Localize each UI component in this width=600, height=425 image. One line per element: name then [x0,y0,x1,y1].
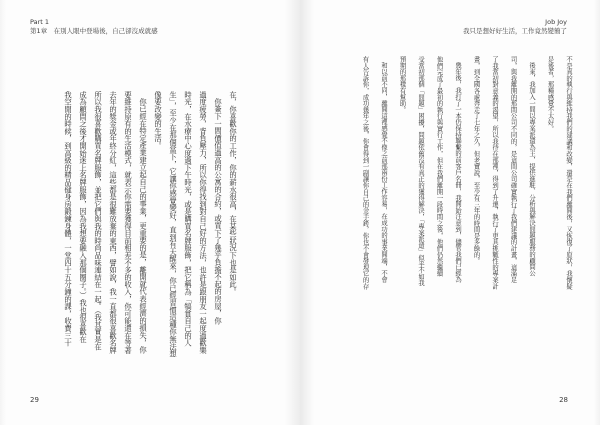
text-column: 我空閒的時候，到高級的精品健身房鍛鍊身體，一堂四十五分鐘的課，收費三十 [64,91,73,347]
text-column: 不是真的執行與維持我們的建議和改變，還是在我們離開後，又恢復了原狀，我懷疑 [565,56,572,290]
chapter-title: 第1章 在別人眼中登場後，自己卻沒成就感 [30,27,158,35]
text-column: 生」，至少在那個當下，它讓你感覺變好，直到有天醒來，你已經習慣這種你無法想 [169,91,178,358]
text-column: 有人告訴你，成功幾年之後，你會得到一副讓你自己的金手銬，你也不會發現它的存 [361,56,369,290]
text-column: 要維持原有的生活模式，就表示你需要獲得目前相差不多的收入，你可能還在等著 [124,91,133,354]
text-column: 是後者，那種感覺不太好。 [546,56,554,132]
text-column: 幾年後，我打了一本仍保持聯繫的前客戶名冊，我開始注意到，儘管我們已經為 [454,62,461,283]
text-column: 受當初那個「問題」困擾，問題依舊沒有真正的獲得解決，「專案派遣」似乎不如我 [417,56,424,286]
left-page-body-text [61,91,241,363]
text-column: 像要改變的生活。 [154,91,163,150]
page-number: 28 [559,396,568,404]
text-column: 過度疲勞，背負壓力，所以你得找到對自己好的方法，也許是跟朋友一起度過歡樂 [199,91,208,354]
text-column: 去年的獎金或年終分紅，這些都是很難放棄的東西，譬如說，我一直都很喜歡名牌 [109,91,118,354]
text-column: 司，與我離開的那間公司不同的，是這間公司確實執行了我們建議的計畫，這滿足 [509,56,517,283]
text-column: 時光，在水療中心度過下午時光，或是購買名牌服飾，把它稱為「犒賞自己的人 [184,91,193,347]
text-column: 預期的那樣有幫助。 [398,56,406,113]
text-column: 成為顧問之後才開始迷上名牌服飾，因為我想要融入那個圈子。）我也很喜歡在 [79,91,88,343]
running-title: 我只是想好好生活，工作竟然變簡了 [463,27,567,35]
text-column: 你簽下一間價值過高的公寓的合約，或買下了幾乎負擔不起的房屋，你 [214,98,223,325]
book-brand: Job Joy [545,18,567,26]
text-column: 和以前不同，離開這裡感覺不像之前那兩份工作容易，在成功的事業開端，不會 [380,62,387,283]
text-column: 他們完成了最初的執行與實行工作，但在我們離開一段時間之後，他們仍然繼續 [435,56,443,277]
right-page-body-text [355,56,577,294]
text-column: 後來，我加入一間以專案派遣為主，提供進駐、分析與解決問題服務的顧問公 [528,62,535,277]
part-label: Part 1 [30,18,50,26]
text-column: 你已經在特定產業建立起自己的事業，更重要的是，離開就代表經濟的損失，你 [139,98,148,354]
right-page-header [463,18,567,36]
text-column: 在，你喜歡你的工作，你的薪水很高，在某些狀況下也是如此。 [229,91,238,296]
left-page-header [30,18,158,36]
page-number: 29 [30,396,39,404]
text-column: 畫，到全國各處奔走了七年之久，但老實說，至少有三年的時間是多餘的。 [472,56,480,264]
text-column: 所以我很喜歡購買名牌服飾，並把它們與我的時尚品味連結在一起。（我其實是在 [94,91,103,351]
text-column: 了我當初對意義的渴望，所以我待在那裡，得到了升遷，執行了更具挑戰性的專案計 [491,56,498,290]
